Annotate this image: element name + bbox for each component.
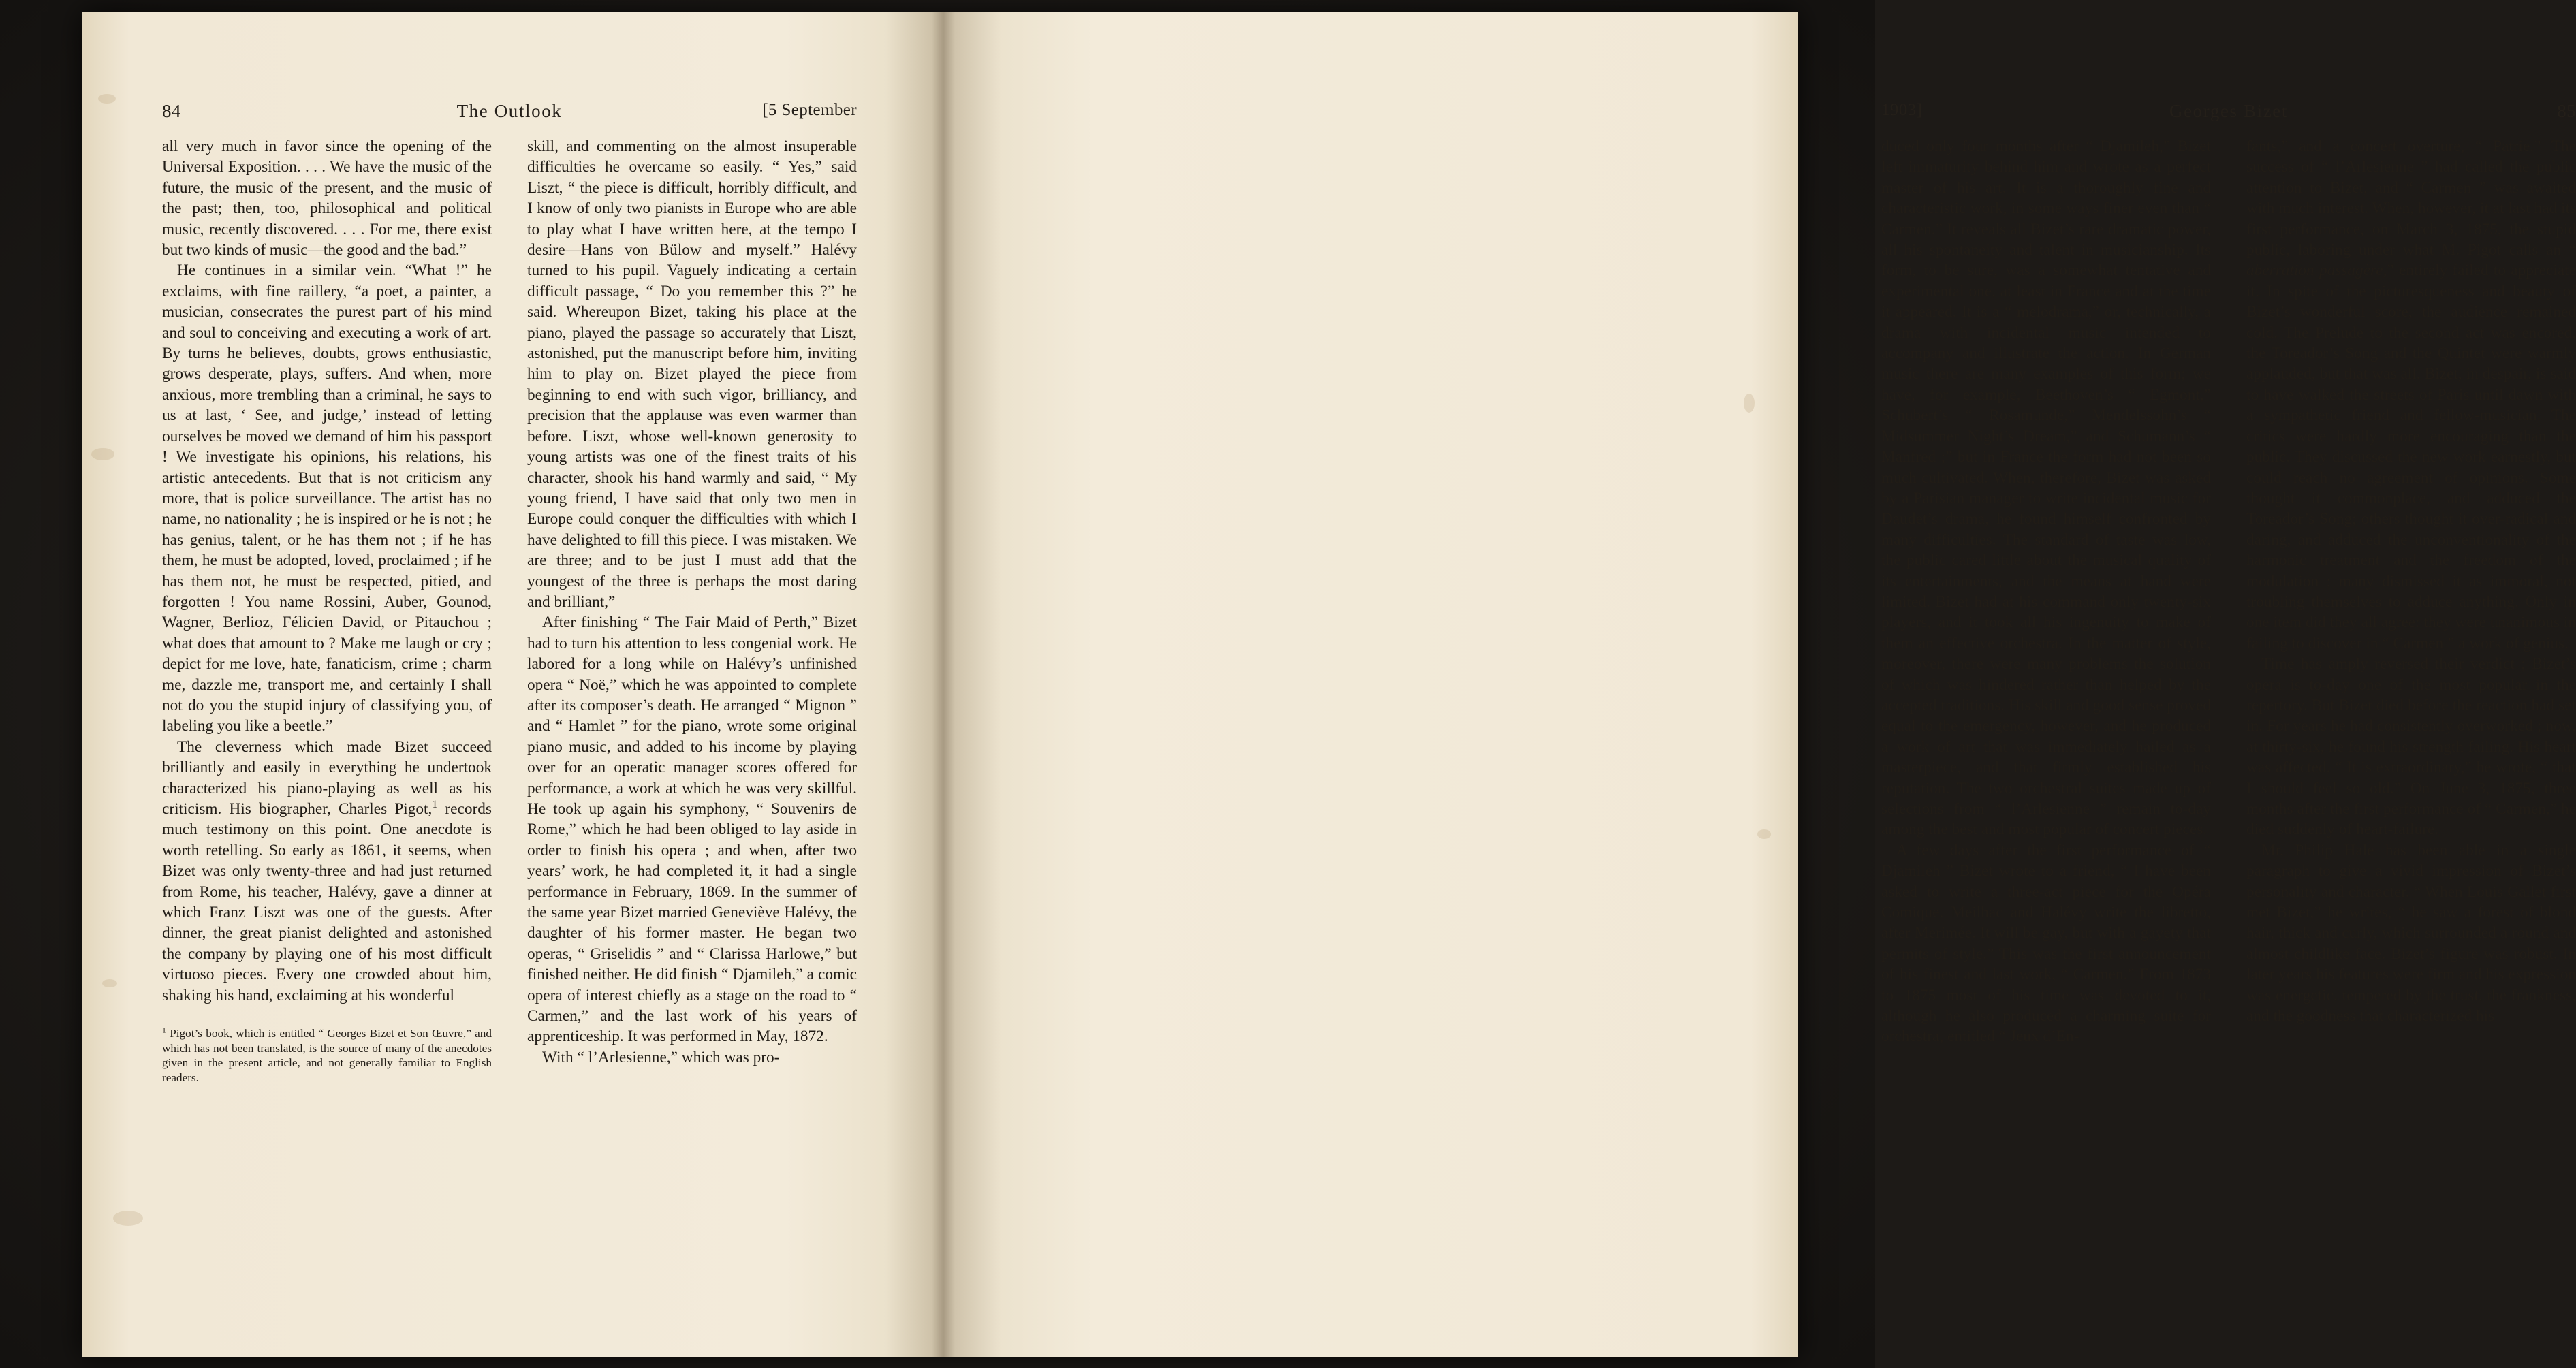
paper-foxing-spot [1757,829,1771,839]
right-column-2 [2246,136,2576,1286]
open-book [82,12,2576,1357]
paragraph: The cleverness which made Bizet succeed brilliantly and easily in everything he undertook characterized his piano-playing as well as his criticism. His biographer, Charles Pigot,$^1$ records much testimony on this point. One anecdote is worth retelling. So early as 1861, it seems, when Bizet was only twenty-three and had just returned from Rome, his teacher, Halévy, gave a dinner at which Franz Liszt was one of the guests. After dinner, the great pianist delighted and astonished the company by playing one of his most difficult virtuoso pieces. Every one crowded about him, shaking his hand, exclaiming at his wonderful [162,737,492,1004]
left-running-head [162,101,857,131]
paragraph: A few days after the first performance of “ Djamileh ” Bizet wrote to a friend, “ I have been asked to write a three-act piece for the Opéra Comique. Meilhac and Halévy write the libretto, after Merimée. It will be gay, but with a gayety that permits of style.” This was the first announcement of his finest and last work, “ Carmen.” From 1873 to 1875 most of his time was devoted to it, although he also produced a charming suite for orchestra, entitled “ Jeux d’En- [1881,841,2211,1046]
paragraph: fants,” and a concert overture, “ Patrie.” The success of “ l’Arlesienne ” had called the public attention to Bizet, and “ Carmen ” was awaited with much interest. When, however, it at last had its first performance, on March 3, 1875, the stupid public, laboring under what M. Pigot calls an “ aberration passagère,” entirely failed to appreciate it. In spite of the picturesqueness and beauty of Bizet’s wonderful score, the audience remained cold. The Prelude to the second act was encored, the Toreador’s Song and the Quintet were warmly applauded, but that was all. Bizet, in despair, is said to have walked the streets of Paris until dawn with a sympathetic friend and fellow-musician. The critics were hardly more encouraging than the public. They discussed the new work earnestly, but could reach no agreement of opinions. Some thought it commonplace, and adduced the Toreador’s Song; others thought it over-radical and daring, and adduced the unconventionality of the harmonic treatment and the freedom of the modulation ; many dismissed it as immoral, not troubling themselves to adduce anything. Only in one item did they all agree: they were unanimous in failing to discover in “ Carmen ” a work of genius. [2246,138,2576,652]
paper-foxing-spot [113,1211,143,1226]
paper-foxing-spot [102,979,117,987]
left-columns [162,136,857,1286]
left-folio-number: 84 [162,101,181,121]
paper-foxing-spot [98,94,116,104]
right-running-title: Georges Bizet [2169,101,2288,121]
right-columns [1881,136,2576,1286]
paragraph: He continues in a similar vein. “What !” he exclaims, with fine raillery, “a poet, a painter, a musician, consecrates the purest part of his mind and soul to conceiving and executing a work of art. By turns he believes, doubts, grows enthusiastic, grows desperate, plays, suffers. And when, more anxious, more trembling than a criminal, he says to us at last, ‘ See, and judge,’ instead of letting ourselves be moved we demand of him his passport ! We investigate his opinions, his relations, his artistic antecedents. But that is not criticism any more, that is police surveillance. The artist has no name, no nationality ; he is inspired or he is not ; he has genius, talent, or he has them not ; if he has them, he must be adopted, loved, proclaimed ; if he has them not, he must be respected, pitied, and forgotten ! You name Rossini, Auber, Gounod, Wagner, Berlioz, Félicien David, or Pitauchou ; what does that amount to ? Make me laugh or cry ; depict for me love, hate, fanaticism, crime ; charm me, dazzle me, transport me, and certainly I shall not do you the stupid injury of classifying you, of labeling you like a beetle.” [162,261,492,735]
paragraph: With “ l’Arlesienne,” which was pro- [542,1048,780,1066]
left-page [82,12,940,1357]
right-folio-number: 85 [2557,101,2576,121]
paragraph: Time has amply reversed their verdict ; Bizet’s opera is to-day one of the most popular in the repertory. But Bizet died before the reaction had set in. For years he had consistently overworked ; now, at thirty-six, he found his strength failing. His heart was affected. “ It is extraordinary,” he wrote, “ that I should feel so old.” On June 3, 1875, three months after the first performance of “ Carmen,” he died suddenly of heart-failure. [2246,655,2576,839]
paper-foxing-spot [1744,394,1755,413]
paragraph: duced only four months after “ Djamileh,” Bizet left immaturity behind him and wrote as a perfect master of his art. It is a thoroughly fine and characteristic work, in some ways finer even than “ Carmen.” It reveals all Bizet’s rare dramatic power, all his spontaneity and talent in musicianship. Its form, to be sure, was a somewhat tentative and experimental one, at least in France and at the time it appeared. It is a “ melodrama,” or, technically, a drama with incidental music intended to accompany and illustrate the action. In German music there are many examples of this form; we have, for example, Beethoven’s “ Egmont,” Schubert’s “ Rosamunde,” Mendelssohn’s “ Midsummer Night’s Dream,” and Schumann’s “ Manfred ;” but in France the form had not been so much cultivated. When, therefore, Bizet was asked by a Parisian manager to write incidental music for Daudet’s drama, he found himself confronted by many difficulties. The standard of taste was low, the public cared little about the musical quality of its entertainments, and the means at hand were limited. Bizet had at his command only twenty-six players, and it took all his ingenuity to make of them an effective orchestra. In the matter of style, moreover, there were many problems the solution of which was hindered rather than helped by the accepted traditions. His skill and good sense proved equal to the emergency, however, and he produced a work of art that was immediately hailed as a masterpiece, and that firmly established his reputation. The two orchestral suites made up of selections from “ l’Arlesienne ” remain to-day among the best and most popular of concert pieces. [1881,138,2211,839]
right-column-1 [1881,136,2211,1286]
left-page-text-block [162,101,857,1286]
right-page [940,12,2576,1357]
footnote [162,1015,492,1085]
paragraph: skill, and commenting on the almost insuperable difficulties he overcame so easily. “ Yes,” said Liszt, “ the piece is difficult, horribly difficult, and I know of only two pianists in Europe who are able to play what I have written here, at the tempo I desire—Hans von Bülow and myself.” Halévy turned to his pupil. Vaguely indicating a certain difficult passage, “ Do you remember this ?” he said. Whereupon Bizet, taking his place at the piano, played the passage so accurately that Liszt, astonished, put the manuscript before him, inviting him to play on. Bizet played the piece from beginning to end with such vigor, brilliancy, and precision that the applause was even warmer than before. Liszt, whose well-known generosity to young artists was one of the finest traits of his character, shook his hand warmly and said, “ My young friend, I have said that only two men in Europe could conquer the difficulties with which I have delighted to fill this piece. I was mistaken. We are three; and to be just I must add that the youngest of the three is perhaps the most daring and brilliant,” [527,138,857,611]
paragraph: After finishing “ The Fair Maid of Perth,” Bizet had to turn his attention to less congenial work. He labored for a long while on Halévy’s unfinished opera “ Noë,” which he was appointed to complete after its composer’s death. He arranged “ Mignon ” and “ Hamlet ” for the piano, wrote some original piano music, and added to his income by playing over for an operatic manager scores offered for performance, a work at which he was very skillful. He took up again his symphony, “ Souvenirs de Rome,” which he had been obliged to lay aside in order to finish his opera ; and when, after two years’ work, he had completed it, it had a single performance in February, 1869. In the summer of the same year Bizet married Geneviève Halévy, the daughter of his former master. He began two operas, “ Griselidis ” and “ Clarissa Harlowe,” but finished neither. He did finish “ Djamileh,” a comic opera of interest chiefly as a stage on the road to “ Carmen,” and the last work of his years of apprenticeship. It was performed in May, 1872. [527,614,857,1046]
left-column-1 [162,136,492,1286]
right-running-head [1881,101,2576,131]
footnote-text: $^1$ Pigot’s book, which is entitled “ Georges Bizet et Son Œuvre,” and which has not been translated, is the source of many of the anecdotes given in the present article, and not generally familiar to English readers. [162,1025,492,1084]
paper-foxing-spot [91,448,114,460]
left-issue-date: [5 September [762,101,857,119]
left-column-2 [527,136,857,1286]
paragraph: Mr. Philip Hale has been able in a single paragraph to give a vivid impression of Bizet’s personality and character. “ When Louis Gallet first met Bizet,” he writes, “ he saw a forest of blond hair, thick and curly, which surrounded a round and almost childlike face. Bizet’s figure was robust. In later years his features were firm and his expression was energetic, tempered by the trust, the frankness, and the goodness that characterized his [2246,841,2576,1025]
right-year-label: 1903] [1881,101,1923,119]
right-page-text-block [1881,101,2576,1286]
paragraph: all very much in favor since the opening of the Universal Exposition. . . . We have the music of the future, the music of the present, and the music of the past; then, too, philosophical and political music, recently discovered. . . . For me, there exist but two kinds of music—the good and the bad.” [162,138,492,259]
left-running-title: The Outlook [456,101,563,121]
